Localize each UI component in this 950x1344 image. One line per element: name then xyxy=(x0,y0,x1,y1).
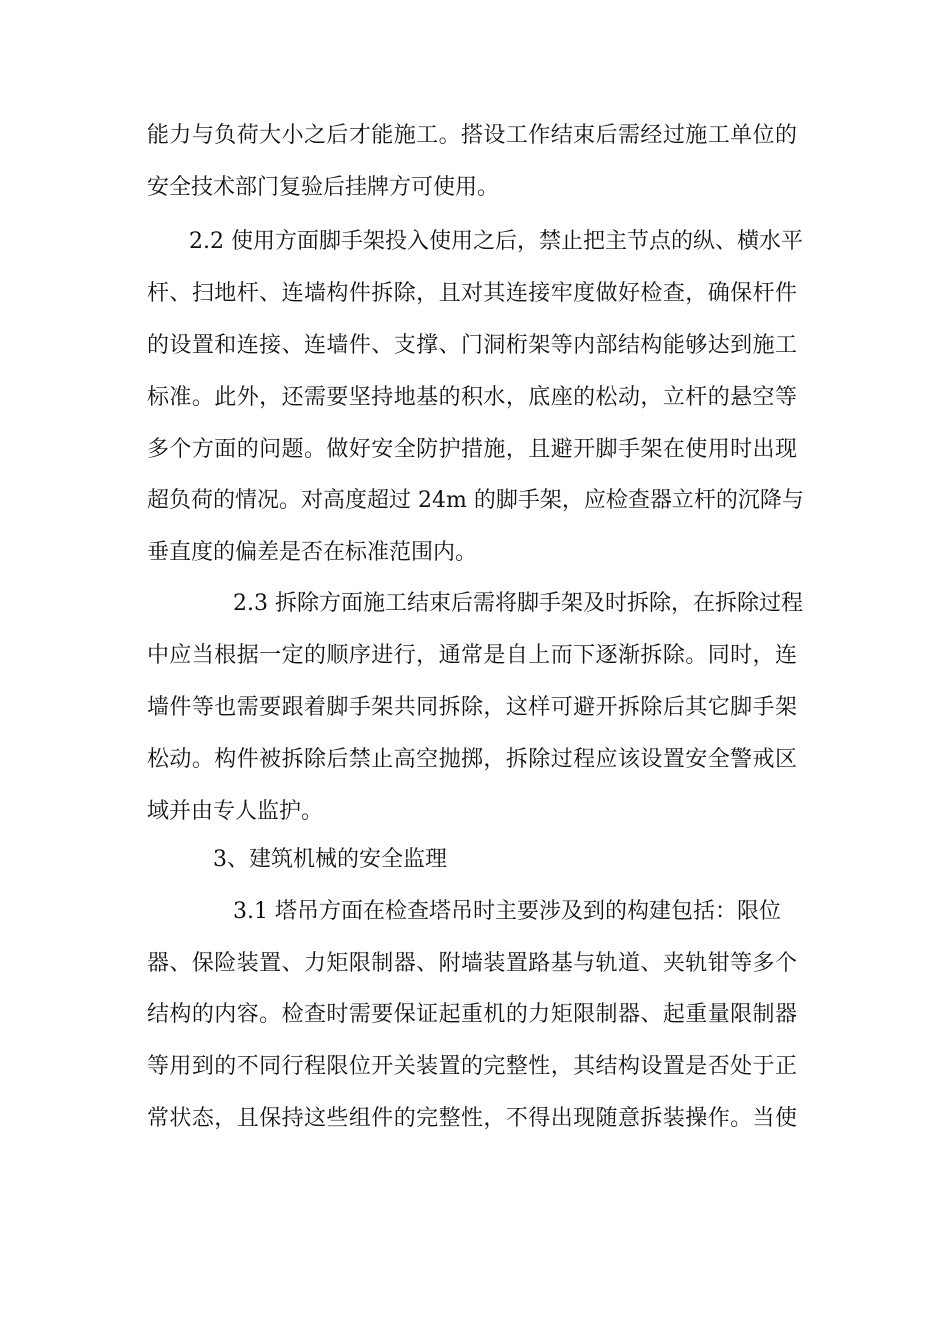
section-3-1-first-line: 3.1 塔吊方面在检查塔吊时主要涉及到的构建包括：限位 xyxy=(233,899,781,924)
text-line: 标准。此外，还需要坚持地基的积水，底座的松动，立杆的悬空等 xyxy=(147,385,797,410)
text-line: 中应当根据一定的顺序进行，通常是自上而下逐渐拆除。同时，连 xyxy=(147,643,797,668)
text-line: 等用到的不同行程限位开关装置的完整性，其结构设置是否处于正 xyxy=(147,1054,797,1079)
section-2-3-first-line: 2.3 拆除方面施工结束后需将脚手架及时拆除，在拆除过程 xyxy=(233,591,803,616)
text-line: 墙件等也需要跟着脚手架共同拆除，这样可避开拆除后其它脚手架 xyxy=(147,695,797,720)
text-line: 安全技术部门复验后挂牌方可使用。 xyxy=(147,175,500,200)
text-line: 超负荷的情况。对高度超过 24m 的脚手架，应检查器立杆的沉降与 xyxy=(147,488,804,513)
text-line: 的设置和连接、连墙件、支撑、门洞桁架等内部结构能够达到施工 xyxy=(147,333,797,358)
text-line: 域并由专人监护。 xyxy=(147,799,324,824)
text-line: 常状态，且保持这些组件的完整性，不得出现随意拆装操作。当使 xyxy=(147,1106,797,1131)
text-line: 器、保险装置、力矩限制器、附墙装置路基与轨道、夹轨钳等多个 xyxy=(147,951,797,976)
text-line: 松动。构件被拆除后禁止高空抛掷，拆除过程应该设置安全警戒区 xyxy=(147,747,797,772)
section-2-2-first-line: 2.2 使用方面脚手架投入使用之后，禁止把主节点的纵、横水平 xyxy=(189,229,803,254)
text-line: 多个方面的问题。做好安全防护措施，且避开脚手架在使用时出现 xyxy=(147,437,797,462)
text-line: 能力与负荷大小之后才能施工。搭设工作结束后需经过施工单位的 xyxy=(147,123,797,148)
text-line: 垂直度的偏差是否在标准范围内。 xyxy=(147,540,478,565)
text-line: 杆、扫地杆、连墙构件拆除，且对其连接牢度做好检查，确保杆件 xyxy=(147,281,797,306)
section-heading: 3、建筑机械的安全监理 xyxy=(213,847,447,872)
text-line: 结构的内容。检查时需要保证起重机的力矩限制器、起重量限制器 xyxy=(147,1002,797,1027)
